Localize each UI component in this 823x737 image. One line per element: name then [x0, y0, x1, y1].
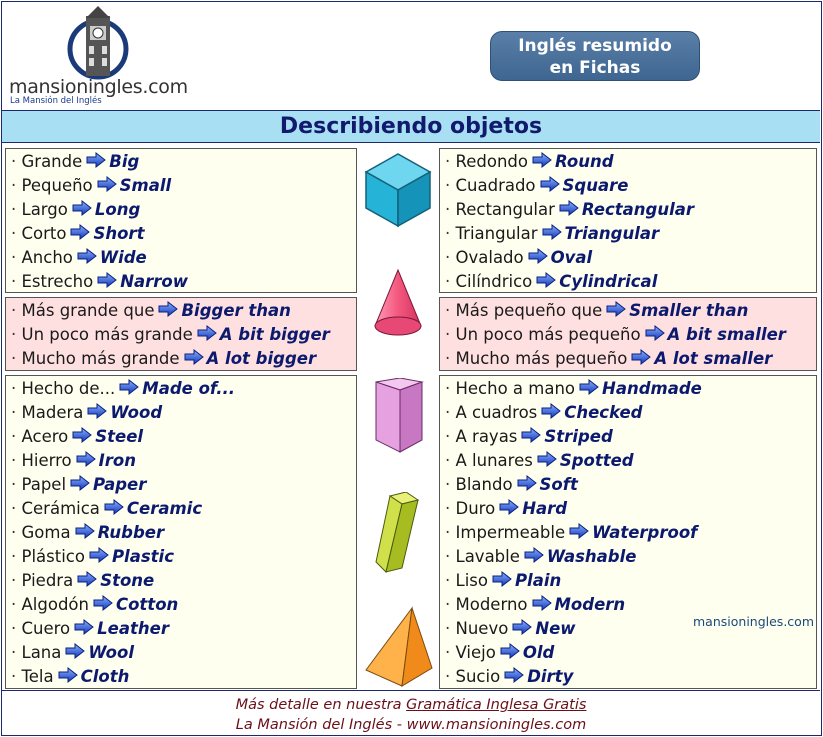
arrow-right-icon: [521, 427, 541, 443]
vocab-row: [6, 347, 356, 371]
footer-prefix: Más detalle en nuestra: [235, 697, 407, 713]
english-word: Steel: [95, 427, 144, 446]
vocab-row: [440, 425, 816, 449]
english-word: Cloth: [80, 667, 130, 686]
spanish-word: Un poco más grande: [21, 325, 193, 344]
vocab-row: [440, 545, 816, 569]
english-word: Bigger than: [181, 301, 291, 320]
bullet: ·: [445, 499, 456, 518]
pyramid-icon: [362, 606, 434, 690]
bullet: ·: [445, 200, 456, 219]
bullet: ·: [11, 523, 22, 542]
building-logo-icon: [6, 6, 206, 86]
english-word: Square: [562, 176, 629, 195]
spanish-word: Madera: [21, 403, 84, 422]
spanish-word: Cerámica: [21, 499, 100, 518]
logo-subtitle: La Mansión del Inglés: [10, 96, 102, 106]
vocab-row: [6, 545, 356, 569]
bullet: ·: [445, 619, 456, 638]
english-word: Narrow: [120, 272, 188, 291]
english-word: Checked: [564, 403, 643, 422]
arrow-right-icon: [65, 643, 85, 659]
spanish-word: Acero: [21, 427, 69, 446]
spanish-word: Estrecho: [21, 272, 94, 291]
arrow-right-icon: [72, 427, 92, 443]
spanish-word: Cuadrado: [455, 176, 536, 195]
english-word: Soft: [539, 475, 578, 494]
logo-text: mansioningles.com: [9, 76, 188, 98]
vocab-row: [440, 569, 816, 593]
english-word: Small: [119, 176, 172, 195]
arrow-right-icon: [542, 224, 562, 240]
arrow-right-icon: [517, 475, 537, 491]
arrow-right-icon: [197, 325, 217, 341]
arrow-right-icon: [631, 349, 651, 365]
bullet: ·: [11, 571, 22, 590]
spanish-word: Rectangular: [455, 200, 555, 219]
spanish-word: Triangular: [455, 224, 538, 243]
bullet: ·: [445, 547, 456, 566]
left-dimensions-box: [5, 148, 357, 293]
right-qualities-box: [439, 375, 817, 689]
english-word: Stone: [100, 571, 155, 590]
spanish-word: Largo: [21, 200, 68, 219]
english-word: Iron: [98, 451, 137, 470]
english-word: Wool: [88, 643, 134, 662]
bullet: ·: [11, 475, 22, 494]
spanish-word: Ancho: [21, 248, 73, 267]
arrow-right-icon: [119, 379, 139, 395]
english-word: Striped: [544, 427, 613, 446]
spanish-word: Nuevo: [455, 619, 509, 638]
vocab-row: [6, 665, 356, 689]
vocab-row: [6, 299, 356, 323]
vocab-row: [440, 449, 816, 473]
spanish-word: Grande: [21, 152, 83, 171]
bullet: ·: [445, 403, 456, 422]
spanish-word: Ovalado: [455, 248, 524, 267]
arrow-right-icon: [77, 248, 97, 264]
grammar-link[interactable]: Gramática Inglesa Gratis: [406, 697, 587, 713]
vocab-row: [440, 222, 816, 246]
vocab-row: [440, 323, 816, 347]
vocab-row: [440, 401, 816, 425]
spanish-word: Más grande que: [21, 301, 155, 320]
spanish-word: Sucio: [455, 667, 501, 686]
bullet: ·: [11, 224, 22, 243]
bullet: ·: [445, 176, 456, 195]
arrow-right-icon: [645, 325, 665, 341]
bullet: ·: [11, 301, 22, 320]
arrow-right-icon: [76, 451, 96, 467]
english-word: A lot smaller: [654, 349, 773, 368]
arrow-right-icon: [532, 152, 552, 168]
spanish-word: Moderno: [455, 595, 528, 614]
arrow-right-icon: [89, 547, 109, 563]
english-word: Spotted: [559, 451, 634, 470]
bullet: ·: [445, 248, 456, 267]
vocab-row: [440, 521, 816, 545]
vocab-row: [440, 174, 816, 198]
spanish-word: A lunares: [455, 451, 533, 470]
spanish-word: Cilíndrico: [455, 272, 533, 291]
english-word: Handmade: [602, 379, 702, 398]
prism-icon: [372, 378, 426, 456]
spanish-word: Pequeño: [21, 176, 93, 195]
arrow-right-icon: [97, 176, 117, 192]
english-word: Modern: [554, 595, 626, 614]
cone-icon: [370, 268, 426, 340]
arrow-right-icon: [569, 523, 589, 539]
english-word: Wide: [99, 248, 147, 267]
bullet: ·: [11, 200, 22, 219]
vocab-row: [6, 246, 356, 270]
footer-line-1: [2, 695, 820, 715]
vocab-row: [440, 497, 816, 521]
spanish-word: Lana: [21, 643, 62, 662]
bullet: ·: [11, 619, 22, 638]
english-word: Cotton: [115, 595, 179, 614]
arrow-right-icon: [104, 499, 124, 515]
spanish-word: Hecho a mano: [455, 379, 576, 398]
vocab-row: [6, 425, 356, 449]
bullet: ·: [445, 643, 456, 662]
bullet: ·: [445, 595, 456, 614]
bullet: ·: [11, 403, 22, 422]
english-word: Short: [93, 224, 145, 243]
bullet: ·: [11, 643, 22, 662]
english-word: Oval: [550, 248, 593, 267]
english-word: Washable: [546, 547, 637, 566]
series-badge: [490, 31, 700, 81]
watermark: mansioningles.com: [693, 614, 814, 629]
arrow-right-icon: [504, 667, 524, 683]
vocab-row: [6, 569, 356, 593]
english-word: Made of...: [142, 379, 236, 398]
vocab-row: [6, 473, 356, 497]
english-word: Plastic: [111, 547, 174, 566]
bullet: ·: [11, 272, 22, 291]
vocab-row: [6, 641, 356, 665]
spanish-word: Blando: [455, 475, 513, 494]
english-word: Rectangular: [581, 200, 695, 219]
english-word: Cylindrical: [559, 272, 658, 291]
english-word: A bit smaller: [667, 325, 786, 344]
english-word: Plain: [514, 571, 562, 590]
arrow-right-icon: [512, 619, 532, 635]
vocab-row: [6, 377, 356, 401]
spanish-word: Plástico: [21, 547, 85, 566]
arrow-right-icon: [500, 643, 520, 659]
arrow-right-icon: [70, 224, 90, 240]
arrow-right-icon: [93, 595, 113, 611]
bullet: ·: [445, 152, 456, 171]
bullet: ·: [11, 427, 22, 446]
bullet: ·: [11, 595, 22, 614]
arrow-right-icon: [528, 248, 548, 264]
spanish-word: Algodón: [21, 595, 89, 614]
vocab-row: [6, 222, 356, 246]
spanish-word: Duro: [455, 499, 496, 518]
arrow-right-icon: [499, 499, 519, 515]
english-word: Rubber: [97, 523, 165, 542]
vocab-row: [6, 323, 356, 347]
spanish-word: Redondo: [455, 152, 528, 171]
spanish-word: Mucho más pequeño: [455, 349, 628, 368]
vocab-row: [6, 521, 356, 545]
spanish-word: Piedra: [21, 571, 74, 590]
english-word: Old: [522, 643, 555, 662]
spanish-word: A rayas: [455, 427, 518, 446]
arrow-right-icon: [58, 667, 78, 683]
page-title: Describiendo objetos: [2, 110, 820, 143]
vocab-row: [440, 377, 816, 401]
bullet: ·: [11, 499, 22, 518]
bullet: ·: [445, 272, 456, 291]
bullet: ·: [11, 325, 22, 344]
vocab-row: [440, 665, 816, 689]
vocab-row: [6, 270, 356, 294]
arrow-right-icon: [540, 176, 560, 192]
vocab-row: [440, 299, 816, 323]
badge-line-2: en Fichas: [549, 58, 641, 78]
vocab-row: [6, 593, 356, 617]
english-word: Long: [94, 200, 141, 219]
left-comparison-box: [5, 297, 357, 371]
spanish-word: Un poco más pequeño: [455, 325, 641, 344]
spanish-word: Impermeable: [455, 523, 566, 542]
bullet: ·: [445, 224, 456, 243]
arrow-right-icon: [158, 301, 178, 317]
bullet: ·: [445, 325, 456, 344]
arrow-right-icon: [75, 523, 95, 539]
bullet: ·: [11, 451, 22, 470]
bullet: ·: [445, 667, 456, 686]
vocab-row: [6, 150, 356, 174]
arrow-right-icon: [72, 200, 92, 216]
bullet: ·: [11, 547, 22, 566]
arrow-right-icon: [579, 379, 599, 395]
spanish-word: A cuadros: [455, 403, 538, 422]
bullet: ·: [11, 349, 22, 368]
cube-icon: [362, 150, 434, 230]
right-comparison-box: [439, 297, 817, 371]
bullet: ·: [11, 667, 22, 686]
right-shapes-box: [439, 148, 817, 293]
arrow-right-icon: [70, 475, 90, 491]
english-word: Big: [109, 152, 140, 171]
english-word: A lot bigger: [206, 349, 317, 368]
spanish-word: Hecho de...: [21, 379, 116, 398]
spanish-word: Viejo: [455, 643, 496, 662]
vocab-row: [440, 641, 816, 665]
arrow-right-icon: [87, 403, 107, 419]
vocab-row: [6, 198, 356, 222]
vocab-row: [6, 617, 356, 641]
footer-line-2: La Mansión del Inglés - www.mansioningles.com: [235, 717, 587, 733]
english-word: Ceramic: [126, 499, 203, 518]
arrow-right-icon: [606, 301, 626, 317]
english-word: Hard: [522, 499, 568, 518]
bullet: ·: [445, 523, 456, 542]
vocab-row: [440, 198, 816, 222]
left-materials-box: [5, 375, 357, 689]
english-word: Leather: [97, 619, 169, 638]
spanish-word: Mucho más grande: [21, 349, 180, 368]
arrow-right-icon: [524, 547, 544, 563]
bullet: ·: [445, 379, 456, 398]
arrow-right-icon: [97, 272, 117, 288]
spanish-word: Más pequeño que: [455, 301, 603, 320]
arrow-right-icon: [77, 571, 97, 587]
spanish-word: Papel: [21, 475, 67, 494]
spanish-word: Liso: [455, 571, 488, 590]
arrow-right-icon: [184, 349, 204, 365]
bullet: ·: [445, 349, 456, 368]
bullet: ·: [445, 475, 456, 494]
vocab-row: [6, 449, 356, 473]
bullet: ·: [11, 152, 22, 171]
box-icon: [372, 492, 422, 574]
bullet: ·: [11, 248, 22, 267]
badge-line-1: Inglés resumido: [518, 36, 672, 56]
bullet: ·: [445, 427, 456, 446]
bullet: ·: [445, 571, 456, 590]
arrow-right-icon: [541, 403, 561, 419]
spanish-word: Lavable: [455, 547, 520, 566]
spanish-word: Cuero: [21, 619, 71, 638]
english-word: Waterproof: [592, 523, 698, 542]
vocab-row: [440, 246, 816, 270]
english-word: Round: [554, 152, 614, 171]
english-word: Dirty: [527, 667, 574, 686]
arrow-right-icon: [532, 595, 552, 611]
arrow-right-icon: [536, 272, 556, 288]
bullet: ·: [11, 379, 22, 398]
arrow-right-icon: [86, 152, 106, 168]
spanish-word: Corto: [21, 224, 67, 243]
arrow-right-icon: [492, 571, 512, 587]
vocab-row: [6, 401, 356, 425]
english-word: Smaller than: [629, 301, 749, 320]
vocab-row: [440, 347, 816, 371]
english-word: New: [535, 619, 576, 638]
english-word: Wood: [110, 403, 163, 422]
vocab-row: [6, 174, 356, 198]
english-word: A bit bigger: [219, 325, 330, 344]
arrow-right-icon: [537, 451, 557, 467]
arrow-right-icon: [74, 619, 94, 635]
spanish-word: Tela: [21, 667, 54, 686]
english-word: Paper: [93, 475, 147, 494]
spanish-word: Goma: [21, 523, 71, 542]
vocab-row: [6, 497, 356, 521]
bullet: ·: [445, 301, 456, 320]
bullet: ·: [445, 451, 456, 470]
vocab-row: [440, 473, 816, 497]
spanish-word: Hierro: [21, 451, 72, 470]
english-word: Triangular: [564, 224, 660, 243]
bullet: ·: [11, 176, 22, 195]
vocab-row: [440, 270, 816, 294]
footer: [2, 690, 820, 735]
arrow-right-icon: [559, 200, 579, 216]
vocab-row: [440, 150, 816, 174]
